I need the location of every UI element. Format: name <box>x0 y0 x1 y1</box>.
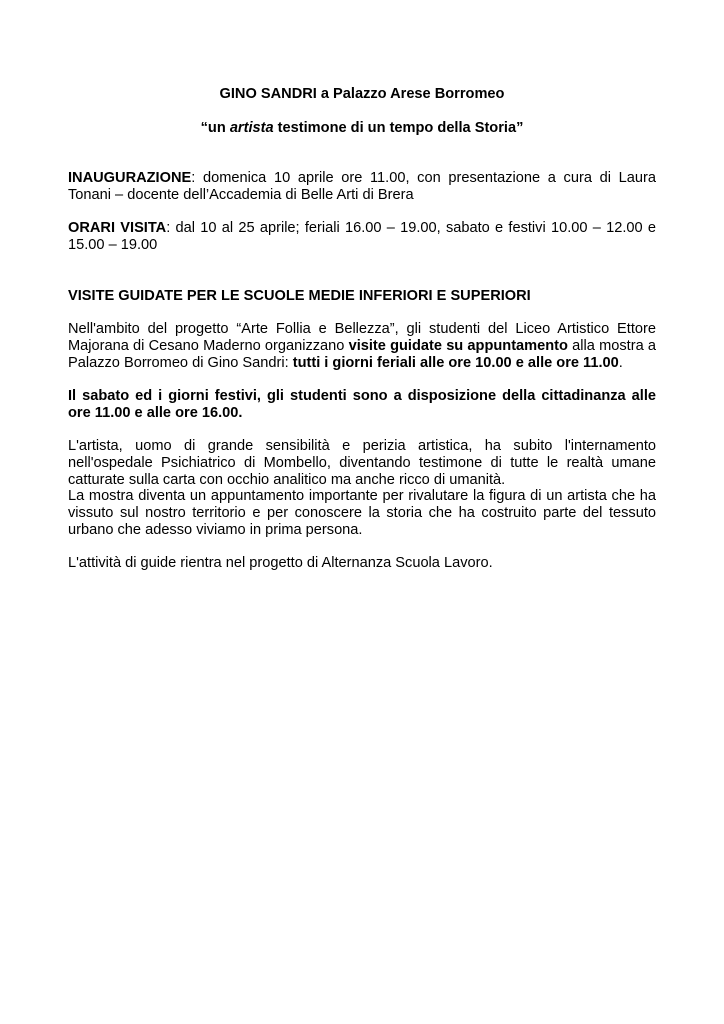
progetto-bold-1: visite guidate su appuntamento <box>348 338 568 354</box>
orari-label: ORARI VISITA <box>68 220 167 236</box>
mostra-paragraph: La mostra diventa un appuntamento importante per rivalutare la figura di un artista che ha vissuto sul nostro territorio e per conoscere la storia che ha costruito parte del tessuto urbano che adesso viviamo in prima persona. <box>68 488 656 538</box>
inaugurazione-paragraph <box>68 170 656 204</box>
inaugurazione-text: : domenica 10 aprile ore 11.00, con presentazione a cura di Laura Tonani – docente dell’Accademia di Belle Arti di Brera <box>68 170 656 203</box>
visite-guidate-heading: VISITE GUIDATE PER LE SCUOLE MEDIE INFERIORI E SUPERIORI <box>68 288 531 304</box>
document-title: GINO SANDRI a Palazzo Arese Borromeo <box>219 86 505 102</box>
orari-text: : dal 10 al 25 aprile; feriali 16.00 – 19.00, sabato e festivi 10.00 – 12.00 e 15.00 – 19.00 <box>68 220 656 253</box>
subtitle-prefix: “un <box>200 120 230 136</box>
inaugurazione-label: INAUGURAZIONE <box>68 170 192 186</box>
subtitle-italic-word: artista <box>229 120 274 136</box>
progetto-text-2: alla mostra a Palazzo Borromeo di Gino Sandri: <box>68 338 656 371</box>
progetto-text-3: . <box>618 355 623 371</box>
artista-paragraph: L'artista, uomo di grande sensibilità e perizia artistica, ha subito l'internamento nell'ospedale Psichiatrico di Mombello, diventando testimone di tutte le realtà umane catturate sulla carta con occhio analitico ma anche ricco di umanità. <box>68 438 656 488</box>
document-subtitle <box>68 120 656 137</box>
attivita-paragraph: L'attività di guide rientra nel progetto di Alternanza Scuola Lavoro. <box>68 555 493 571</box>
progetto-paragraph <box>68 321 656 372</box>
progetto-bold-2: tutti i giorni feriali alle ore 10.00 e alle ore 11.00 <box>292 355 619 371</box>
subtitle-suffix: testimone di un tempo della Storia” <box>273 120 524 136</box>
orari-paragraph <box>68 220 656 254</box>
progetto-text-1: Nell'ambito del progetto “Arte Follia e Bellezza”, gli studenti del Liceo Artistico Ettore Majorana di Cesano Maderno organizzano <box>68 321 656 354</box>
sabato-paragraph: Il sabato ed i giorni festivi, gli studenti sono a disposizione della cittadinanza alle ore 11.00 e alle ore 16.00. <box>68 388 656 421</box>
